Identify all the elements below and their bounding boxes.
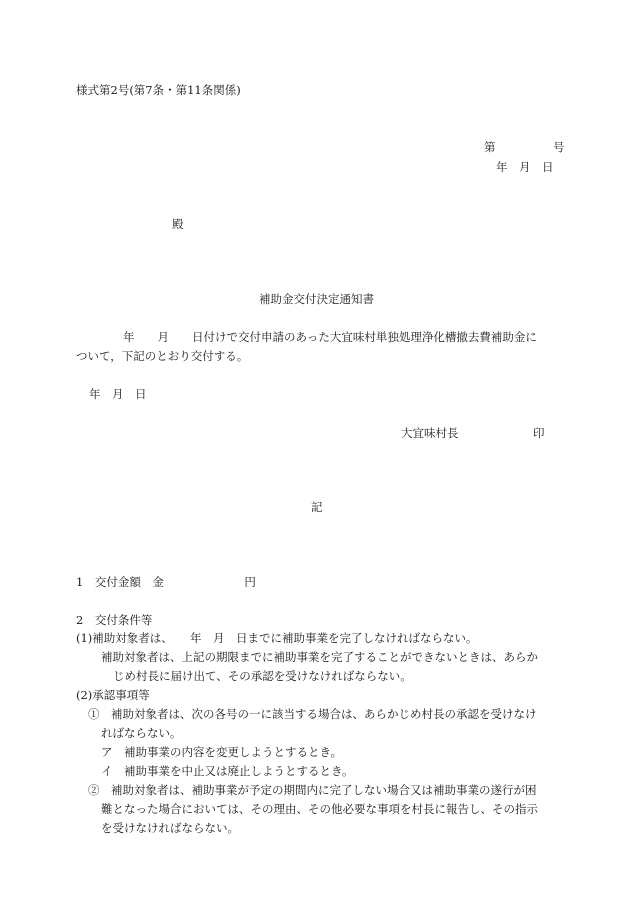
ki-heading: 記 — [311, 500, 323, 514]
issue-date: 年 月 日 — [89, 387, 147, 401]
condition-1-line-3: じめ村長に届け出て、その承認を受けなければならない。 — [113, 669, 412, 683]
item-2-heading: 2 交付条件等 — [76, 613, 153, 627]
addressee-suffix: 殿 — [172, 217, 184, 231]
document-number: 第 号 — [484, 140, 565, 154]
condition-2-p1-item-a: ア 補助事業の内容を変更しようとするとき。 — [101, 745, 343, 759]
condition-1-line-1: (1)補助対象者は、 年 月 日までに補助事業を完了しなければならない。 — [76, 631, 478, 645]
condition-2-p2-line-1: ② 補助対象者は、補助事業が予定の期間内に完了しない場合又は補助事業の遂行が困 — [88, 783, 537, 797]
document-date: 年 月 日 — [496, 160, 554, 174]
seal-mark: 印 — [533, 426, 545, 440]
condition-2-heading: (2)承認事項等 — [76, 688, 150, 702]
condition-2-p1-line-1: ① 補助対象者は、次の各号の一に該当する場合は、あらかじめ村長の承認を受けなけ — [88, 707, 537, 721]
item-1-amount: 1 交付金額 金 円 — [76, 575, 256, 589]
document-title: 補助金交付決定通知書 — [259, 292, 374, 306]
issuer-name: 大宜味村長 — [401, 426, 459, 440]
condition-1-line-2: 補助対象者は、上記の期限までに補助事業を完了することができないときは、あらか — [101, 650, 538, 664]
condition-2-p2-line-3: を受けなければならない。 — [101, 821, 239, 835]
condition-2-p2-line-2: 難となった場合においては、その理由、その他必要な事項を村長に報告し、その指示 — [101, 802, 538, 816]
condition-2-p1-line-2: ればならない。 — [101, 726, 182, 740]
intro-line-2: ついて，下記のとおり交付する。 — [76, 349, 249, 363]
intro-line-1: 年 月 日付けで交付申請のあった大宜味村単独処理浄化槽撤去費補助金に — [123, 330, 537, 344]
form-number: 様式第2号(第7条・第11条関係) — [76, 83, 241, 97]
condition-2-p1-item-i: イ 補助事業を中止又は廃止しようとするとき。 — [101, 764, 354, 778]
